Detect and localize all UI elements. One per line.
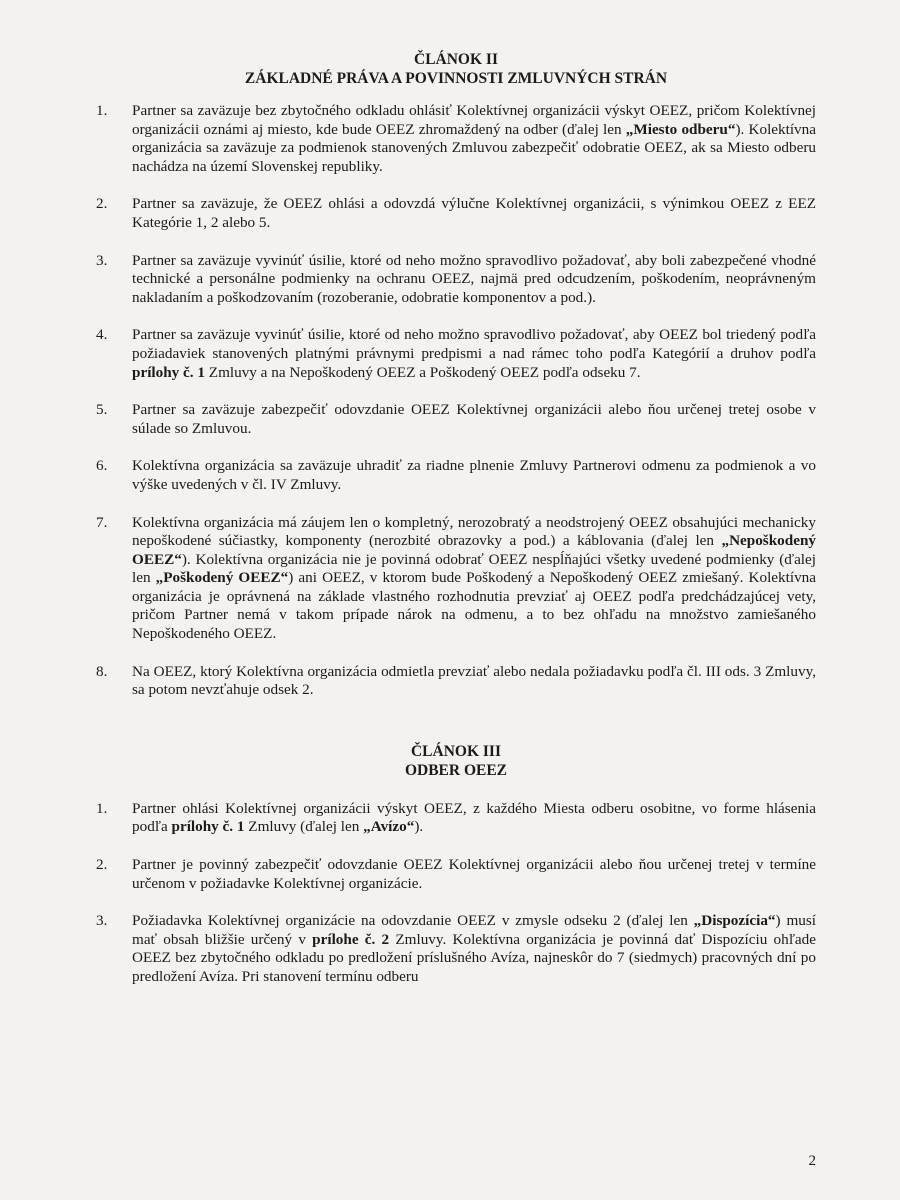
clause-bold-term: „Poškodený OEEZ“: [155, 569, 289, 587]
clause-item: [96, 912, 816, 986]
clause-text-segment: Kolektívna organizácia má záujem len o kompletný, nerozobratý a neodstrojený OEEZ obsahujúci mechanicky nepoškodené súčiastky, komponenty (nerozbité obrazovky a pod.) a káblovania (ďalej len: [132, 513, 816, 550]
article-2-clauses: [96, 102, 816, 700]
clause-number: 5.: [96, 401, 108, 419]
clause-number: 4.: [96, 326, 108, 344]
clause-item: [96, 856, 816, 893]
clause-text: [132, 663, 816, 699]
clause-item: [96, 457, 816, 494]
clause-text-segment: Partner sa zaväzuje vyvinúť úsilie, ktoré od neho možno spravodlivo požadovať, aby OEEZ bol triedený podľa požiadaviek stanovených platnými právnymi predpismi a nad rámec toho podľa Kategórií a druhov podľa: [132, 326, 816, 362]
clause-text-segment: Zmluvy a na Nepoškodený OEEZ a Poškodený OEEZ podľa odseku 7.: [205, 363, 641, 381]
article-3-subtitle: ODBER OEEZ: [404, 761, 508, 779]
clause-item: [96, 252, 816, 308]
clause-bold-term: prílohe č. 2: [312, 930, 390, 948]
clause-text: [132, 401, 816, 437]
clause-number: 1.: [96, 102, 108, 119]
article-3-title: ČLÁNOK III: [410, 742, 501, 760]
clause-text-segment: ) musí mať obsah bližšie určený v: [132, 912, 816, 948]
clause-number: 3.: [96, 912, 108, 930]
clause-text-segment: Partner sa zaväzuje zabezpečiť odovzdanie OEEZ Kolektívnej organizácii alebo ňou určenej tretej osobe v súlade so Zmluvou.: [132, 401, 816, 437]
clause-text-segment: ). Kolektívna organizácia nie je povinná odobrať OEEZ nespĺňajúci všetky uvedené podmienky (ďalej len: [132, 550, 816, 587]
page-number: 2: [808, 1153, 816, 1169]
clause-text: [132, 252, 816, 306]
clause-text: [132, 195, 816, 231]
clause-bold-term: prílohy č. 1: [171, 818, 245, 836]
clause-item: [96, 514, 816, 644]
clause-text-segment: Kolektívna organizácia sa zaväzuje uhradiť za riadne plnenie Zmluvy Partnerovi odmenu za podmienok a vo výške uvedených v čl. IV Zmluvy.: [132, 457, 816, 493]
clause-text: [132, 856, 816, 892]
clause-text-segment: Zmluvy (ďalej len: [244, 818, 364, 836]
clause-item: [96, 800, 816, 837]
clause-text: [132, 800, 816, 836]
clause-text-segment: Partner sa zaväzuje bez zbytočného odkladu ohlásiť Kolektívnej organizácii výskyt OEEZ, pričom Kolektívnej organizácii oznámi aj miesto, kde bude OEEZ zhromaždený na odber (ďalej len: [132, 102, 816, 138]
clause-text: [132, 457, 816, 493]
clause-bold-term: „Nepoškodený OEEZ“: [132, 532, 816, 568]
clause-number: 2.: [96, 195, 108, 213]
clause-text-segment: Partner sa zaväzuje, že OEEZ ohlási a odovzdá výlučne Kolektívnej organizácii, s výnimkou OEEZ z EEZ Kategórie 1, 2 alebo 5.: [132, 195, 816, 231]
clause-text-segment: Zmluvy. Kolektívna organizácia je povinná dať Dispozíciu ohľade OEEZ bez zbytočného odkladu po predložení príslušného Avíza, najneskôr do 7 (siedmych) pracovných dní po predložení Avíza. Pri stanovení termínu odberu: [132, 930, 816, 985]
clause-text-segment: ) ani OEEZ, v ktorom bude Poškodený a Nepoškodený OEEZ zmiešaný. Kolektívna organizácia je oprávnená na základe vlastného rozhodnutia prevziať aj OEEZ podľa predchádzajúcej vety, pričom Partner nemá v takom prípade nárok na odmenu, a to bez ohľadu na množstvo zamiešaného Nepoškodeného OEEZ.: [132, 569, 816, 643]
article-3-heading: [96, 742, 816, 780]
clause-number: 1.: [96, 799, 108, 817]
clause-text-segment: Partner sa zaväzuje vyvinúť úsilie, ktoré od neho možno spravodlivo požadovať, aby boli zabezpečené vhodné technické a personálne podmienky na ochranu OEEZ, najmä pred odcudzením, poškodením, neoprávneným nakladaním a poškodzovaním (rozoberanie, odobratie komponentov a pod.).: [132, 251, 816, 306]
clause-number: 3.: [96, 251, 108, 269]
clause-item: [96, 102, 816, 176]
clause-number: 7.: [96, 513, 108, 531]
clause-bold-term: „Avízo“: [363, 818, 415, 836]
clause-text: [132, 912, 816, 985]
clause-text: [132, 326, 816, 380]
clause-item: [96, 195, 816, 232]
clause-number: 6.: [96, 457, 108, 475]
clause-text-segment: Partner je povinný zabezpečiť odovzdanie OEEZ Kolektívnej organizácii alebo ňou určenej tretej v termíne určenom v požiadavke Kolektívnej organizácie.: [132, 856, 816, 892]
article-2-heading: [96, 50, 816, 88]
clause-number: 8.: [96, 662, 108, 680]
clause-bold-term: „Dispozícia“: [693, 912, 776, 930]
clause-text-segment: Na OEEZ, ktorý Kolektívna organizácia odmietla prevziať alebo nedala požiadavku podľa čl. III ods. 3 Zmluvy, sa potom nevzťahuje odsek 2.: [132, 662, 816, 699]
clause-item: [96, 401, 816, 438]
article-2-subtitle: ZÁKLADNÉ PRÁVA A POVINNOSTI ZMLUVNÝCH STRÁN: [244, 70, 668, 87]
clause-number: 2.: [96, 856, 108, 874]
clause-text-segment: Požiadavka Kolektívnej organizácie na odovzdanie OEEZ v zmysle odseku 2 (ďalej len: [132, 912, 694, 930]
clause-text: [132, 102, 816, 175]
article-2-title: ČLÁNOK II: [414, 51, 498, 68]
clause-bold-term: prílohy č. 1: [132, 363, 205, 381]
clause-item: [96, 326, 816, 382]
clause-text-segment: Partner ohlási Kolektívnej organizácii výskyt OEEZ, z každého Miesta odberu osobitne, vo forme hlásenia podľa: [132, 799, 816, 836]
clause-item: [96, 663, 816, 700]
clause-text: [132, 514, 816, 643]
article-3-clauses: [96, 800, 816, 987]
clause-text-segment: ).: [414, 818, 424, 836]
clause-bold-term: „Miesto odberu“: [625, 120, 736, 138]
clause-text-segment: ). Kolektívna organizácia sa zaväzuje za podmienok stanovených Zmluvou zabezpečiť odobratie OEEZ, ak sa Miesto odberu nachádza na území Slovenskej republiky.: [132, 120, 816, 175]
